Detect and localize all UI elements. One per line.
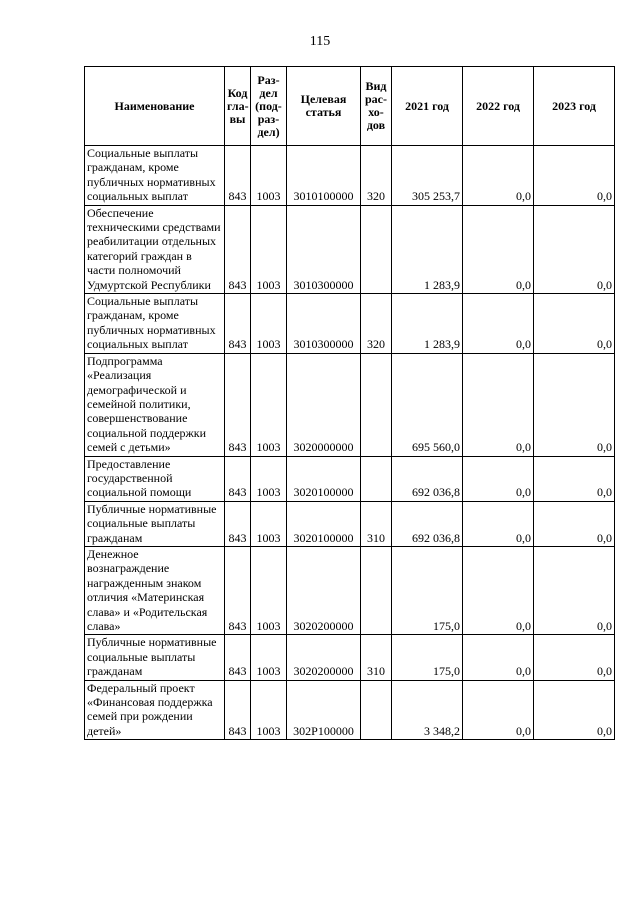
row-name: Социальные выплаты гражданам, кроме публичных нормативных социальных выплат bbox=[85, 146, 225, 206]
table-row bbox=[85, 294, 615, 354]
row-2022: 0,0 bbox=[463, 294, 534, 354]
row-vid bbox=[361, 546, 392, 634]
row-razdel: 1003 bbox=[251, 294, 287, 354]
table-row bbox=[85, 456, 615, 501]
table-row bbox=[85, 546, 615, 634]
row-2021: 692 036,8 bbox=[392, 456, 463, 501]
row-vid: 320 bbox=[361, 294, 392, 354]
table-row bbox=[85, 680, 615, 740]
row-vid: 310 bbox=[361, 501, 392, 546]
row-vid: 310 bbox=[361, 635, 392, 680]
row-2023: 0,0 bbox=[534, 294, 615, 354]
row-2021: 175,0 bbox=[392, 635, 463, 680]
row-2021: 1 283,9 bbox=[392, 294, 463, 354]
page-number: 115 bbox=[309, 34, 331, 49]
row-razdel: 1003 bbox=[251, 635, 287, 680]
row-2022: 0,0 bbox=[463, 353, 534, 456]
row-cel: 3020100000 bbox=[287, 501, 361, 546]
row-2021: 692 036,8 bbox=[392, 501, 463, 546]
header-row bbox=[85, 67, 615, 146]
row-2022: 0,0 bbox=[463, 680, 534, 740]
table-row bbox=[85, 635, 615, 680]
row-vid bbox=[361, 456, 392, 501]
row-2021: 175,0 bbox=[392, 546, 463, 634]
row-name: Предоставление государственной социальной помощи bbox=[85, 456, 225, 501]
row-2022: 0,0 bbox=[463, 501, 534, 546]
row-name: Обеспечение техническими средствами реабилитации отдельных категорий граждан в части полномочий Удмуртской Республики bbox=[85, 205, 225, 293]
row-kod: 843 bbox=[225, 353, 251, 456]
row-razdel: 1003 bbox=[251, 501, 287, 546]
row-name: Федеральный проект «Финансовая поддержка семей при рождении детей» bbox=[85, 680, 225, 740]
row-2022: 0,0 bbox=[463, 546, 534, 634]
header-2021: 2021 год bbox=[392, 67, 463, 146]
row-kod: 843 bbox=[225, 146, 251, 206]
table-row bbox=[85, 353, 615, 456]
row-kod: 843 bbox=[225, 501, 251, 546]
row-vid bbox=[361, 680, 392, 740]
row-2023: 0,0 bbox=[534, 635, 615, 680]
header-cel: Целевая статья bbox=[287, 67, 361, 146]
row-2023: 0,0 bbox=[534, 456, 615, 501]
row-2023: 0,0 bbox=[534, 546, 615, 634]
row-vid bbox=[361, 353, 392, 456]
row-razdel: 1003 bbox=[251, 680, 287, 740]
row-kod: 843 bbox=[225, 680, 251, 740]
row-razdel: 1003 bbox=[251, 353, 287, 456]
row-cel: 3020000000 bbox=[287, 353, 361, 456]
row-razdel: 1003 bbox=[251, 456, 287, 501]
row-cel: 3020100000 bbox=[287, 456, 361, 501]
row-2021: 1 283,9 bbox=[392, 205, 463, 293]
table-row bbox=[85, 205, 615, 293]
table-row bbox=[85, 501, 615, 546]
row-name: Подпрограмма «Реализация демографической и семейной политики, совершенствование социальной поддержки семей с детьми» bbox=[85, 353, 225, 456]
row-razdel: 1003 bbox=[251, 546, 287, 634]
header-name: Наименование bbox=[85, 67, 225, 146]
row-2021: 3 348,2 bbox=[392, 680, 463, 740]
row-kod: 843 bbox=[225, 546, 251, 634]
row-vid bbox=[361, 205, 392, 293]
row-cel: 3020200000 bbox=[287, 546, 361, 634]
row-2023: 0,0 bbox=[534, 205, 615, 293]
row-cel: 3010300000 bbox=[287, 205, 361, 293]
row-kod: 843 bbox=[225, 205, 251, 293]
row-2022: 0,0 bbox=[463, 146, 534, 206]
row-2021: 305 253,7 bbox=[392, 146, 463, 206]
row-name: Социальные выплаты гражданам, кроме публичных нормативных социальных выплат bbox=[85, 294, 225, 354]
row-2022: 0,0 bbox=[463, 456, 534, 501]
row-name: Денежное вознаграждение награжденным знаком отличия «Материнская слава» и «Родительская слава» bbox=[85, 546, 225, 634]
header-razdel: Раз- дел (под- раз- дел) bbox=[251, 67, 287, 146]
row-cel: 3020200000 bbox=[287, 635, 361, 680]
row-cel: 302P100000 bbox=[287, 680, 361, 740]
row-kod: 843 bbox=[225, 456, 251, 501]
header-2023: 2023 год bbox=[534, 67, 615, 146]
row-2021: 695 560,0 bbox=[392, 353, 463, 456]
header-2022: 2022 год bbox=[463, 67, 534, 146]
row-cel: 3010100000 bbox=[287, 146, 361, 206]
row-vid: 320 bbox=[361, 146, 392, 206]
row-name: Публичные нормативные социальные выплаты гражданам bbox=[85, 501, 225, 546]
table-row bbox=[85, 146, 615, 206]
row-name: Публичные нормативные социальные выплаты гражданам bbox=[85, 635, 225, 680]
row-kod: 843 bbox=[225, 635, 251, 680]
row-razdel: 1003 bbox=[251, 146, 287, 206]
header-kod: Код гла- вы bbox=[225, 67, 251, 146]
row-2022: 0,0 bbox=[463, 205, 534, 293]
row-2023: 0,0 bbox=[534, 146, 615, 206]
row-razdel: 1003 bbox=[251, 205, 287, 293]
budget-table bbox=[84, 66, 615, 740]
row-2022: 0,0 bbox=[463, 635, 534, 680]
row-2023: 0,0 bbox=[534, 353, 615, 456]
row-2023: 0,0 bbox=[534, 501, 615, 546]
header-vid: Вид рас- хо- дов bbox=[361, 67, 392, 146]
row-2023: 0,0 bbox=[534, 680, 615, 740]
row-cel: 3010300000 bbox=[287, 294, 361, 354]
row-kod: 843 bbox=[225, 294, 251, 354]
